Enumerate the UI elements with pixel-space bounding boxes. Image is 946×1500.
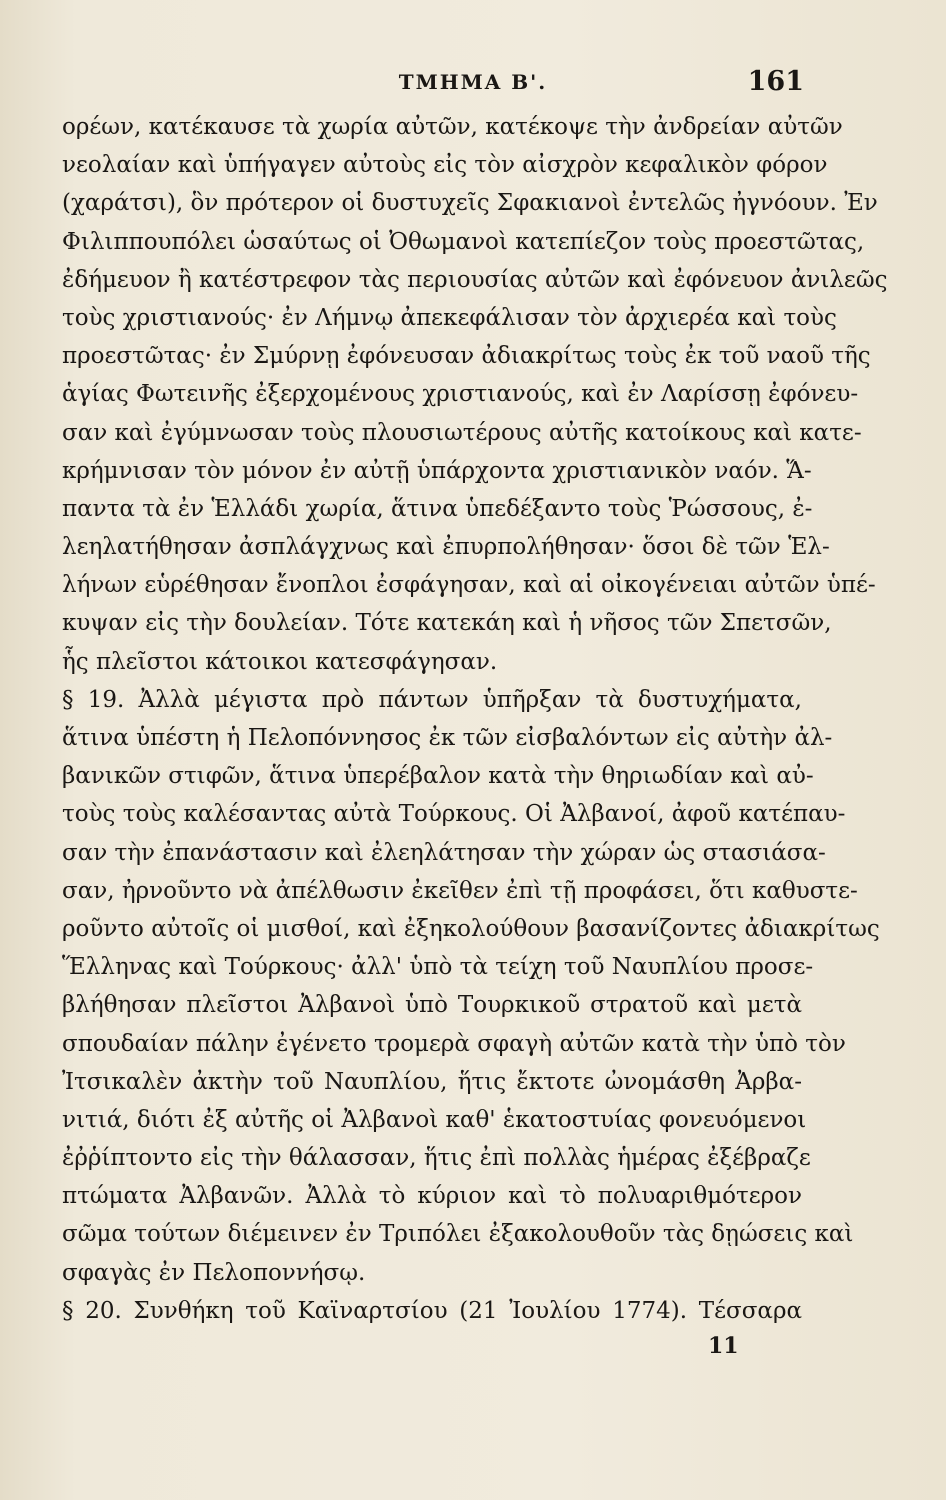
text-line: ἐδήμευον ἢ κατέστρεφον τὰς περιουσίας αὐτῶν καὶ ἐφόνευον ἀνιλεῶς bbox=[62, 266, 888, 293]
text-line: ἁγίας Φωτεινῆς ἐξερχομένους χριστιανούς, καὶ ἐν Λαρίσσῃ ἐφόνευ- bbox=[62, 381, 859, 408]
text-line: ἐῤῥίπτοντο εἰς τὴν θάλασσαν, ἥτις ἐπὶ πολλὰς ἡμέρας ἐξέβραζε bbox=[62, 1145, 811, 1172]
text-line: ορέων, κατέκαυσε τὰ χωρία αὐτῶν, κατέκοψε τὴν ἀνδρείαν αὐτῶν bbox=[62, 114, 843, 140]
text-line: Φιλιππουπόλει ὡσαύτως οἱ Ὀθωμανοὶ κατεπίεζον τοὺς προεστῶτας, bbox=[62, 228, 865, 255]
text-line: πτώματα Ἀλβανῶν. Ἀλλὰ τὸ κύριον καὶ τὸ πολυαριθμότερον bbox=[62, 1183, 802, 1210]
text-line: Ἕλληνας καὶ Τούρκους· ἀλλ' ὑπὸ τὰ τείχη τοῦ Ναυπλίου προσε- bbox=[62, 954, 814, 981]
running-head: ΤΜΗΜΑ Β'. bbox=[398, 70, 548, 94]
text-line: προεστῶτας· ἐν Σμύρνῃ ἐφόνευσαν ἀδιακρίτως τοὺς ἐκ τοῦ ναοῦ τῆς bbox=[62, 343, 871, 370]
text-line: σαν τὴν ἐπανάστασιν καὶ ἐλεηλάτησαν τὴν χώραν ὡς στασιάσα- bbox=[62, 839, 826, 866]
text-line: Ἰτσικαλὲν ἀκτὴν τοῦ Ναυπλίου, ἥτις ἔκτοτε ὠνομάσθη Ἀρβα- bbox=[62, 1068, 802, 1095]
text-line: σπουδαίαν πάλην ἐγένετο τρομερὰ σφαγὴ αὐτῶν κατὰ τὴν ὑπὸ τὸν bbox=[62, 1030, 846, 1057]
text-line: σῶμα τούτων διέμεινεν ἐν Τριπόλει ἐξακολουθοῦν τὰς δῃώσεις καὶ bbox=[62, 1221, 854, 1248]
text-line: κυψαν εἰς τὴν δουλείαν. Τότε κατεκάη καὶ ἡ νῆσος τῶν Σπετσῶν, bbox=[62, 610, 832, 637]
text-line: ἅτινα ὑπέστη ἡ Πελοπόννησος ἐκ τῶν εἰσβαλόντων εἰς αὐτὴν ἀλ- bbox=[62, 725, 833, 751]
text-line: παντα τὰ ἐν Ἑλλάδι χωρία, ἅτινα ὑπεδέξαντο τοὺς Ῥώσσους, ἐ- bbox=[62, 495, 813, 522]
text-line: (χαράτσι), ὃν πρότερον οἱ δυστυχεῖς Σφακιανοὶ ἐντελῶς ἠγνόουν. Ἐν bbox=[62, 190, 878, 217]
page-header bbox=[0, 66, 946, 104]
text-line: λήνων εὑρέθησαν ἔνοπλοι ἐσφάγησαν, καὶ αἱ οἰκογένειαι αὐτῶν ὑπέ- bbox=[62, 572, 876, 599]
text-line: βλήθησαν πλεῖστοι Ἀλβανοὶ ὑπὸ Τουρκικοῦ στρατοῦ καὶ μετὰ bbox=[62, 992, 802, 1019]
text-line: τοὺς χριστιανούς· ἐν Λήμνῳ ἀπεκεφάλισαν τὸν ἀρχιερέα καὶ τοὺς bbox=[62, 304, 837, 331]
text-line: σαν καὶ ἐγύμνωσαν τοὺς πλουσιωτέρους αὐτῆς κατοίκους καὶ κατε- bbox=[62, 419, 862, 446]
body-text bbox=[62, 108, 888, 1330]
text-line: νεολαίαν καὶ ὑπήγαγεν αὐτοὺς εἰς τὸν αἰσχρὸν κεφαλικὸν φόρον bbox=[62, 152, 828, 179]
text-line: κρήμνισαν τὸν μόνον ἐν αὐτῇ ὑπάρχοντα χριστιανικὸν ναόν. Ἅ- bbox=[62, 457, 812, 484]
text-line: νιτιά, διότι ἐξ αὐτῆς οἱ Ἀλβανοὶ καθ' ἑκατοστυίας φονευόμενοι bbox=[62, 1106, 807, 1133]
section-heading-line: § 20. Συνθήκη τοῦ Καϊναρτσίου (21 Ἰουλίου 1774). Τέσσαρα bbox=[62, 1297, 802, 1324]
text-line: ροῦντο αὐτοῖς οἱ μισθοί, καὶ ἐξηκολούθουν βασανίζοντες ἀδιακρίτως bbox=[62, 915, 880, 942]
text-line: βανικῶν στιφῶν, ἅτινα ὑπερέβαλον κατὰ τὴν θηριωδίαν καὶ αὐ- bbox=[62, 763, 814, 790]
text-line: λεηλατήθησαν ἀσπλάγχνως καὶ ἐπυρπολήθησαν· ὅσοι δὲ τῶν Ἑλ- bbox=[62, 534, 830, 561]
page-number: 161 bbox=[747, 66, 804, 97]
printer-signature-mark: 11 bbox=[708, 1333, 739, 1359]
text-line: σαν, ἠρνοῦντο νὰ ἀπέλθωσιν ἐκεῖθεν ἐπὶ τῇ προφάσει, ὅτι καθυστε- bbox=[62, 877, 858, 904]
section-heading-line: § 19. Ἀλλὰ μέγιστα πρὸ πάντων ὑπῆρξαν τὰ δυστυχήματα, bbox=[62, 686, 802, 713]
text-line: σφαγὰς ἐν Πελοποννήσῳ. bbox=[62, 1259, 366, 1286]
text-line: τοὺς τοὺς καλέσαντας αὐτὰ Τούρκους. Οἱ Ἀλβανοί, ἀφοῦ κατέπαυ- bbox=[62, 801, 846, 828]
text-line: ἧς πλεῖστοι κάτοικοι κατεσφάγησαν. bbox=[62, 648, 498, 675]
